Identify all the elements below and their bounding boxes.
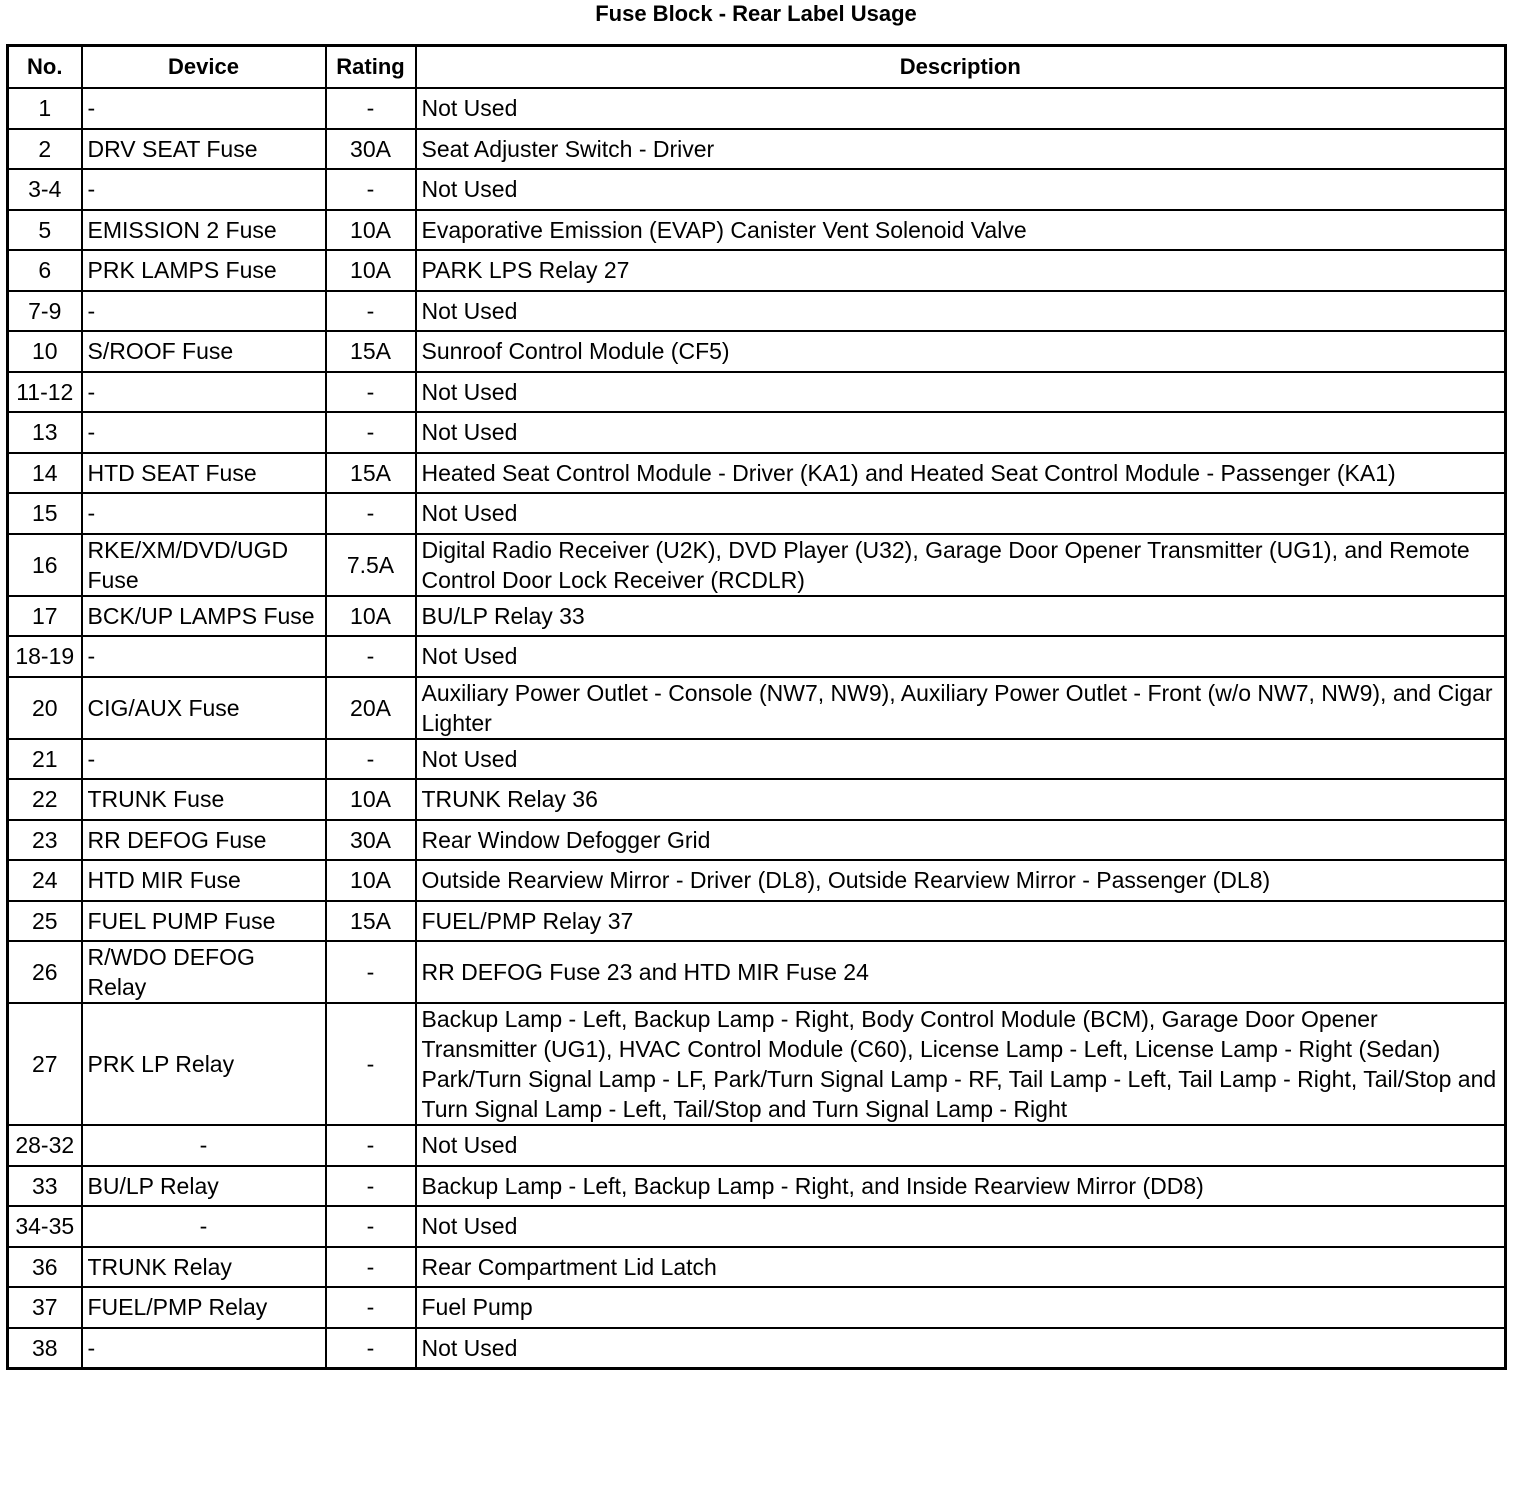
cell-device: FUEL PUMP Fuse (82, 901, 326, 942)
cell-no: 25 (8, 901, 82, 942)
cell-no: 20 (8, 677, 82, 739)
cell-description: Not Used (416, 739, 1506, 780)
cell-device: TRUNK Fuse (82, 779, 326, 820)
table-row (8, 739, 1506, 780)
cell-no: 16 (8, 534, 82, 596)
cell-rating: - (326, 1287, 416, 1328)
cell-no: 27 (8, 1003, 82, 1125)
cell-device: - (82, 1328, 326, 1369)
cell-rating: 30A (326, 820, 416, 861)
cell-description: Seat Adjuster Switch - Driver (416, 129, 1506, 170)
cell-device: DRV SEAT Fuse (82, 129, 326, 170)
table-row (8, 372, 1506, 413)
cell-device: - (82, 291, 326, 332)
header-description: Description (416, 46, 1506, 89)
table-row (8, 129, 1506, 170)
cell-rating: - (326, 1247, 416, 1288)
table-row (8, 453, 1506, 494)
table-row (8, 779, 1506, 820)
cell-no: 6 (8, 250, 82, 291)
cell-device: - (82, 739, 326, 780)
cell-description: Backup Lamp - Left, Backup Lamp - Right, and Inside Rearview Mirror (DD8) (416, 1166, 1506, 1207)
cell-no: 36 (8, 1247, 82, 1288)
cell-description: Not Used (416, 169, 1506, 210)
cell-rating: 15A (326, 331, 416, 372)
table-row (8, 1287, 1506, 1328)
cell-description: Not Used (416, 88, 1506, 129)
cell-device: PRK LP Relay (82, 1003, 326, 1125)
cell-no: 14 (8, 453, 82, 494)
cell-rating: - (326, 493, 416, 534)
table-row (8, 1328, 1506, 1369)
table-row (8, 1166, 1506, 1207)
cell-device: BU/LP Relay (82, 1166, 326, 1207)
table-row (8, 941, 1506, 1003)
cell-rating: 15A (326, 901, 416, 942)
cell-description: Fuel Pump (416, 1287, 1506, 1328)
table-row (8, 1206, 1506, 1247)
table-title: Fuse Block - Rear Label Usage (595, 1, 917, 26)
cell-rating: - (326, 1206, 416, 1247)
table-row (8, 210, 1506, 251)
header-rating: Rating (326, 46, 416, 89)
cell-no: 28-32 (8, 1125, 82, 1166)
cell-rating: 10A (326, 250, 416, 291)
table-row (8, 169, 1506, 210)
cell-description: Rear Compartment Lid Latch (416, 1247, 1506, 1288)
table-row (8, 820, 1506, 861)
table-row (8, 412, 1506, 453)
table-row (8, 1125, 1506, 1166)
table-row (8, 250, 1506, 291)
cell-device: TRUNK Relay (82, 1247, 326, 1288)
cell-no: 13 (8, 412, 82, 453)
cell-no: 5 (8, 210, 82, 251)
cell-rating: - (326, 412, 416, 453)
cell-description: Not Used (416, 636, 1506, 677)
cell-no: 21 (8, 739, 82, 780)
cell-device: - (82, 636, 326, 677)
cell-no: 38 (8, 1328, 82, 1369)
cell-description: Auxiliary Power Outlet - Console (NW7, NW9), Auxiliary Power Outlet - Front (w/o NW7, NW9), and Cigar Lighter (416, 677, 1506, 739)
cell-device: - (82, 412, 326, 453)
cell-device: BCK/UP LAMPS Fuse (82, 596, 326, 637)
cell-device: - (82, 1206, 326, 1247)
cell-no: 18-19 (8, 636, 82, 677)
cell-description: Backup Lamp - Left, Backup Lamp - Right, Body Control Module (BCM), Garage Door Opener Transmitter (UG1), HVAC Control Module (C60), License Lamp - Left, License Lamp - Right (Sedan) Park/Turn Signal Lamp - LF, Park/Turn Signal Lamp - RF, Tail Lamp - Left, Tail Lamp - Right, Tail/Stop and Turn Signal Lamp - Left, Tail/Stop and Turn Signal Lamp - Right (416, 1003, 1506, 1125)
table-row (8, 901, 1506, 942)
table-row (8, 1003, 1506, 1125)
cell-description: Outside Rearview Mirror - Driver (DL8), Outside Rearview Mirror - Passenger (DL8) (416, 860, 1506, 901)
header-no: No. (8, 46, 82, 89)
table-row (8, 860, 1506, 901)
cell-device: HTD MIR Fuse (82, 860, 326, 901)
cell-no: 15 (8, 493, 82, 534)
cell-rating: 10A (326, 596, 416, 637)
cell-description: Evaporative Emission (EVAP) Canister Vent Solenoid Valve (416, 210, 1506, 251)
cell-no: 26 (8, 941, 82, 1003)
cell-no: 3-4 (8, 169, 82, 210)
table-body (8, 88, 1506, 1369)
cell-description: TRUNK Relay 36 (416, 779, 1506, 820)
cell-rating: - (326, 1003, 416, 1125)
cell-rating: - (326, 291, 416, 332)
cell-description: Heated Seat Control Module - Driver (KA1) and Heated Seat Control Module - Passenger (KA1) (416, 453, 1506, 494)
cell-device: - (82, 169, 326, 210)
cell-rating: - (326, 1166, 416, 1207)
cell-no: 22 (8, 779, 82, 820)
cell-device: - (82, 493, 326, 534)
cell-no: 33 (8, 1166, 82, 1207)
table-row (8, 493, 1506, 534)
cell-no: 17 (8, 596, 82, 637)
cell-no: 37 (8, 1287, 82, 1328)
cell-device: HTD SEAT Fuse (82, 453, 326, 494)
table-row (8, 1247, 1506, 1288)
cell-device: RKE/XM/DVD/UGD Fuse (82, 534, 326, 596)
cell-no: 10 (8, 331, 82, 372)
cell-description: Not Used (416, 493, 1506, 534)
cell-device: - (82, 88, 326, 129)
cell-rating: 10A (326, 860, 416, 901)
table-row (8, 331, 1506, 372)
cell-device: - (82, 1125, 326, 1166)
cell-rating: - (326, 169, 416, 210)
cell-description: Sunroof Control Module (CF5) (416, 331, 1506, 372)
cell-device: R/WDO DEFOG Relay (82, 941, 326, 1003)
cell-no: 11-12 (8, 372, 82, 413)
cell-description: Not Used (416, 291, 1506, 332)
cell-description: Not Used (416, 372, 1506, 413)
table-row (8, 291, 1506, 332)
cell-rating: - (326, 1125, 416, 1166)
cell-rating: 7.5A (326, 534, 416, 596)
cell-rating: 10A (326, 210, 416, 251)
cell-rating: 30A (326, 129, 416, 170)
cell-rating: - (326, 88, 416, 129)
cell-rating: 15A (326, 453, 416, 494)
cell-rating: - (326, 636, 416, 677)
table-row (8, 636, 1506, 677)
cell-description: FUEL/PMP Relay 37 (416, 901, 1506, 942)
cell-description: Rear Window Defogger Grid (416, 820, 1506, 861)
cell-description: Not Used (416, 1206, 1506, 1247)
cell-no: 34-35 (8, 1206, 82, 1247)
cell-description: RR DEFOG Fuse 23 and HTD MIR Fuse 24 (416, 941, 1506, 1003)
cell-no: 2 (8, 129, 82, 170)
cell-no: 7-9 (8, 291, 82, 332)
cell-device: RR DEFOG Fuse (82, 820, 326, 861)
cell-no: 1 (8, 88, 82, 129)
fuse-usage-table (6, 44, 1507, 1370)
cell-rating: - (326, 941, 416, 1003)
cell-description: Not Used (416, 1125, 1506, 1166)
cell-description: Digital Radio Receiver (U2K), DVD Player (U32), Garage Door Opener Transmitter (UG1), and Remote Control Door Lock Receiver (RCDLR) (416, 534, 1506, 596)
cell-description: Not Used (416, 412, 1506, 453)
table-row (8, 596, 1506, 637)
cell-description: Not Used (416, 1328, 1506, 1369)
cell-description: BU/LP Relay 33 (416, 596, 1506, 637)
table-row (8, 88, 1506, 129)
cell-device: - (82, 372, 326, 413)
cell-rating: - (326, 739, 416, 780)
cell-no: 24 (8, 860, 82, 901)
cell-description: PARK LPS Relay 27 (416, 250, 1506, 291)
cell-rating: 10A (326, 779, 416, 820)
header-device: Device (82, 46, 326, 89)
table-row (8, 534, 1506, 596)
cell-rating: - (326, 1328, 416, 1369)
cell-device: FUEL/PMP Relay (82, 1287, 326, 1328)
cell-device: S/ROOF Fuse (82, 331, 326, 372)
header-row (8, 46, 1506, 89)
cell-device: PRK LAMPS Fuse (82, 250, 326, 291)
table-row (8, 677, 1506, 739)
cell-rating: - (326, 372, 416, 413)
cell-rating: 20A (326, 677, 416, 739)
cell-device: CIG/AUX Fuse (82, 677, 326, 739)
cell-no: 23 (8, 820, 82, 861)
cell-device: EMISSION 2 Fuse (82, 210, 326, 251)
